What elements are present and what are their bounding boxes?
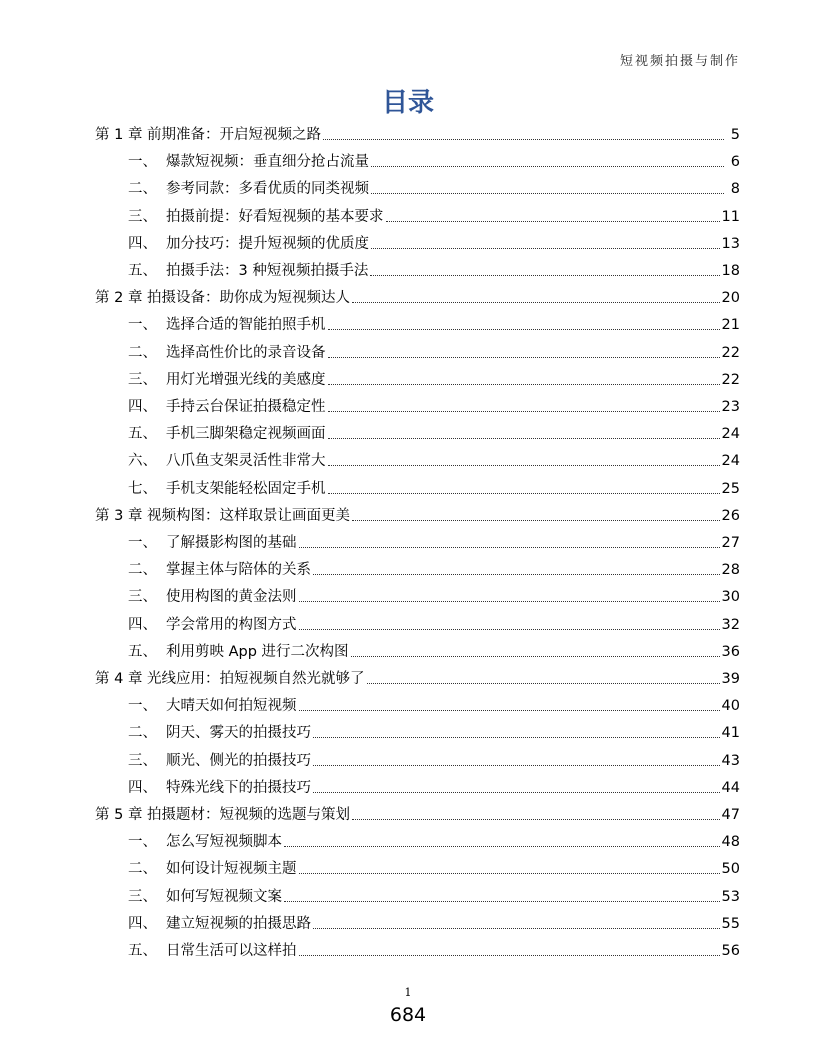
dot-leader [299, 629, 720, 630]
toc-page-number: 39 [721, 671, 740, 687]
toc-title: 怎么写短视频脚本 [166, 834, 282, 851]
toc-number: 五、 [128, 263, 157, 279]
toc-page-number: 21 [721, 317, 740, 334]
scan-number: 684 [389, 1004, 427, 1026]
toc-title: 爆款短视频：垂直细分抢占流量 [166, 154, 369, 171]
dot-leader [370, 275, 719, 276]
toc-section[interactable] [128, 553, 740, 580]
dot-leader [313, 792, 720, 793]
toc-number: 二、 [128, 861, 157, 878]
toc-page-number: 20 [721, 290, 740, 307]
toc-title: 选择高性价比的录音设备 [166, 344, 326, 361]
dot-leader [328, 384, 720, 385]
toc-section[interactable] [128, 417, 740, 444]
toc-label [128, 642, 349, 662]
toc-number: 一、 [128, 834, 157, 851]
toc-section[interactable] [128, 336, 740, 363]
toc-title: 加分技巧：提升短视频的优质度 [166, 235, 369, 252]
toc-page-number: 36 [721, 643, 740, 660]
toc-section[interactable] [128, 771, 740, 798]
toc-section[interactable] [128, 580, 740, 607]
toc-page-number: 43 [721, 752, 740, 769]
toc-label [128, 615, 297, 635]
toc-section[interactable] [128, 744, 740, 771]
toc-title: 拍摄前提：好看短视频的基本要求 [166, 208, 384, 225]
dot-leader [328, 411, 720, 412]
toc-page-number: 55 [721, 915, 740, 932]
toc-page-number: 13 [721, 235, 740, 252]
toc-section[interactable] [128, 172, 740, 199]
toc-title: 建立短视频的拍摄思路 [166, 915, 311, 932]
toc-page-number: 41 [721, 725, 740, 742]
toc-title: 特殊光线下的拍摄技巧 [166, 779, 311, 796]
toc-title: 第 5 章 拍摄题材：短视频的选题与策划 [95, 807, 351, 823]
dot-leader [371, 248, 720, 249]
page-number: 1 [404, 986, 412, 999]
toc-section[interactable] [128, 608, 740, 635]
toc-page-number: 25 [721, 480, 740, 497]
toc-number: 二、 [128, 181, 157, 198]
toc-section[interactable] [128, 390, 740, 417]
toc-label [128, 587, 297, 607]
dot-leader [299, 955, 720, 956]
toc-title: 第 2 章 拍摄设备：助你成为短视频达人 [95, 290, 351, 307]
toc-label [128, 261, 368, 281]
toc-title: 手持云台保证拍摄稳定性 [166, 399, 326, 415]
toc-title: 如何设计短视频主题 [166, 861, 297, 878]
dot-leader [352, 819, 719, 820]
toc-title: 第 1 章 前期准备：开启短视频之路 [95, 127, 322, 143]
toc-page-number: 23 [721, 399, 740, 415]
toc-title: 选择合适的智能拍照手机 [166, 317, 326, 334]
dot-leader [371, 193, 724, 194]
dot-leader [313, 765, 720, 766]
toc-title: 第 3 章 视频构图：这样取景让画面更美 [95, 507, 351, 524]
toc-label [128, 451, 326, 471]
toc-section[interactable] [128, 907, 740, 934]
toc-section[interactable] [128, 308, 740, 335]
dot-leader [299, 873, 720, 874]
dot-leader [328, 438, 720, 439]
toc-number: 一、 [128, 535, 157, 551]
toc-number: 五、 [128, 426, 157, 443]
toc-label [128, 941, 297, 961]
toc-page-number: 5 [730, 127, 740, 143]
toc-label [95, 288, 350, 308]
toc-label [95, 125, 321, 145]
toc-page-number: 28 [721, 562, 740, 579]
toc-number: 七、 [128, 480, 157, 497]
toc-title: 日常生活可以这样拍 [166, 943, 297, 959]
toc-title: 拍摄手法：3 种短视频拍摄手法 [166, 263, 369, 279]
toc-page-number: 24 [721, 426, 740, 443]
toc-number: 四、 [128, 399, 157, 415]
dot-leader [328, 493, 720, 494]
dot-leader [313, 574, 720, 575]
toc-chapter[interactable] [95, 662, 740, 689]
dot-leader [313, 737, 720, 738]
toc-label [128, 887, 282, 907]
toc-page-number: 50 [721, 861, 740, 878]
toc-section[interactable] [128, 934, 740, 961]
toc-title: 阴天、雾天的拍摄技巧 [166, 725, 311, 742]
toc-title: 八爪鱼支架灵活性非常大 [166, 453, 326, 470]
toc-page-number: 24 [721, 453, 740, 470]
toc-number: 一、 [128, 698, 157, 715]
toc-page-number: 53 [721, 888, 740, 905]
toc-section[interactable] [128, 635, 740, 662]
toc-number: 一、 [128, 154, 157, 171]
toc-section[interactable] [128, 472, 740, 499]
toc-label [128, 696, 297, 716]
toc-page-number: 6 [730, 154, 740, 171]
toc-label [128, 533, 297, 553]
toc-title: 使用构图的黄金法则 [166, 589, 297, 606]
toc-number: 三、 [128, 371, 157, 388]
toc-section[interactable] [128, 852, 740, 879]
toc-label [128, 370, 326, 390]
toc-label [128, 723, 311, 743]
dot-leader [299, 601, 720, 602]
toc-section[interactable] [128, 227, 740, 254]
toc-number: 五、 [128, 943, 157, 959]
toc-title: 如何写短视频文案 [166, 888, 282, 905]
toc-number: 二、 [128, 562, 157, 579]
toc-number: 三、 [128, 752, 157, 769]
toc-title: 掌握主体与陪体的关系 [166, 562, 311, 579]
toc-title: 学会常用的构图方式 [166, 616, 297, 633]
toc-chapter[interactable] [95, 798, 740, 825]
toc-page-number: 22 [721, 371, 740, 388]
toc-section[interactable] [128, 145, 740, 172]
dot-leader [351, 656, 720, 657]
dot-leader [371, 166, 724, 167]
toc-page-number: 40 [721, 698, 740, 715]
toc-number: 六、 [128, 453, 157, 470]
dot-leader [352, 520, 719, 521]
dot-leader [284, 901, 720, 902]
toc-label [128, 832, 282, 852]
toc-page-number: 56 [721, 943, 740, 959]
dot-leader [323, 139, 724, 140]
toc-title: 利用剪映 App 进行二次构图 [166, 643, 349, 660]
toc-number: 三、 [128, 888, 157, 905]
toc-section[interactable] [128, 880, 740, 907]
dot-leader [386, 221, 720, 222]
toc-page-number: 27 [721, 535, 740, 551]
toc-label [128, 179, 369, 199]
toc-label [95, 805, 350, 825]
toc-chapter[interactable] [95, 281, 740, 308]
toc-page-number: 8 [730, 181, 740, 198]
dot-leader [299, 710, 720, 711]
toc-chapter[interactable] [95, 499, 740, 526]
dot-leader [284, 846, 720, 847]
toc-label [128, 397, 326, 417]
toc-number: 四、 [128, 235, 157, 252]
toc-page-number: 44 [721, 779, 740, 796]
toc-section[interactable] [128, 825, 740, 852]
toc-number: 五、 [128, 643, 157, 660]
running-header: 短视频拍摄与制作 [619, 54, 740, 69]
toc-label [128, 234, 369, 254]
toc-number: 一、 [128, 317, 157, 334]
toc-page-number: 30 [721, 589, 740, 606]
dot-leader [328, 329, 720, 330]
toc-label [128, 315, 326, 335]
toc-label [128, 152, 369, 172]
dot-leader [367, 683, 720, 684]
toc-title: 参考同款：多看优质的同类视频 [166, 181, 369, 198]
toc-section[interactable] [128, 200, 740, 227]
toc-title: 用灯光增强光线的美感度 [166, 371, 326, 388]
toc-label [128, 778, 311, 798]
page-title: 目录 [381, 88, 434, 118]
toc-page-number: 32 [721, 616, 740, 633]
toc-section[interactable] [128, 689, 740, 716]
toc-number: 四、 [128, 779, 157, 796]
toc-number: 四、 [128, 616, 157, 633]
toc-label [128, 207, 384, 227]
toc-number: 三、 [128, 589, 157, 606]
dot-leader [299, 547, 720, 548]
toc-page-number: 18 [721, 263, 740, 279]
toc-label [128, 560, 311, 580]
toc-section[interactable] [128, 526, 740, 553]
toc-title: 手机三脚架稳定视频画面 [166, 426, 326, 443]
toc-page-number: 47 [721, 807, 740, 823]
toc-chapter[interactable] [95, 118, 740, 145]
toc-number: 二、 [128, 725, 157, 742]
toc-title: 手机支架能轻松固定手机 [166, 480, 326, 497]
toc-section[interactable] [128, 716, 740, 743]
dot-leader [313, 928, 720, 929]
toc-page-number: 48 [721, 834, 740, 851]
toc-label [128, 914, 311, 934]
toc-number: 二、 [128, 344, 157, 361]
toc-label [128, 343, 326, 363]
toc-section[interactable] [128, 254, 740, 281]
toc-label [128, 424, 326, 444]
toc-title: 大晴天如何拍短视频 [166, 698, 297, 715]
dot-leader [352, 302, 719, 303]
toc-number: 三、 [128, 208, 157, 225]
toc-label [95, 669, 365, 689]
dot-leader [328, 465, 720, 466]
toc-label [95, 506, 350, 526]
toc-title: 顺光、侧光的拍摄技巧 [166, 752, 311, 769]
toc-page-number: 11 [721, 208, 740, 225]
toc-label [128, 751, 311, 771]
toc-section[interactable] [128, 444, 740, 471]
dot-leader [328, 357, 720, 358]
toc-title: 第 4 章 光线应用：拍短视频自然光就够了 [95, 671, 365, 687]
toc-page-number: 22 [721, 344, 740, 361]
toc-title: 了解摄影构图的基础 [166, 535, 297, 551]
toc-number: 四、 [128, 915, 157, 932]
toc-section[interactable] [128, 363, 740, 390]
toc-label [128, 479, 326, 499]
toc-label [128, 859, 297, 879]
toc-page-number: 26 [721, 507, 740, 524]
